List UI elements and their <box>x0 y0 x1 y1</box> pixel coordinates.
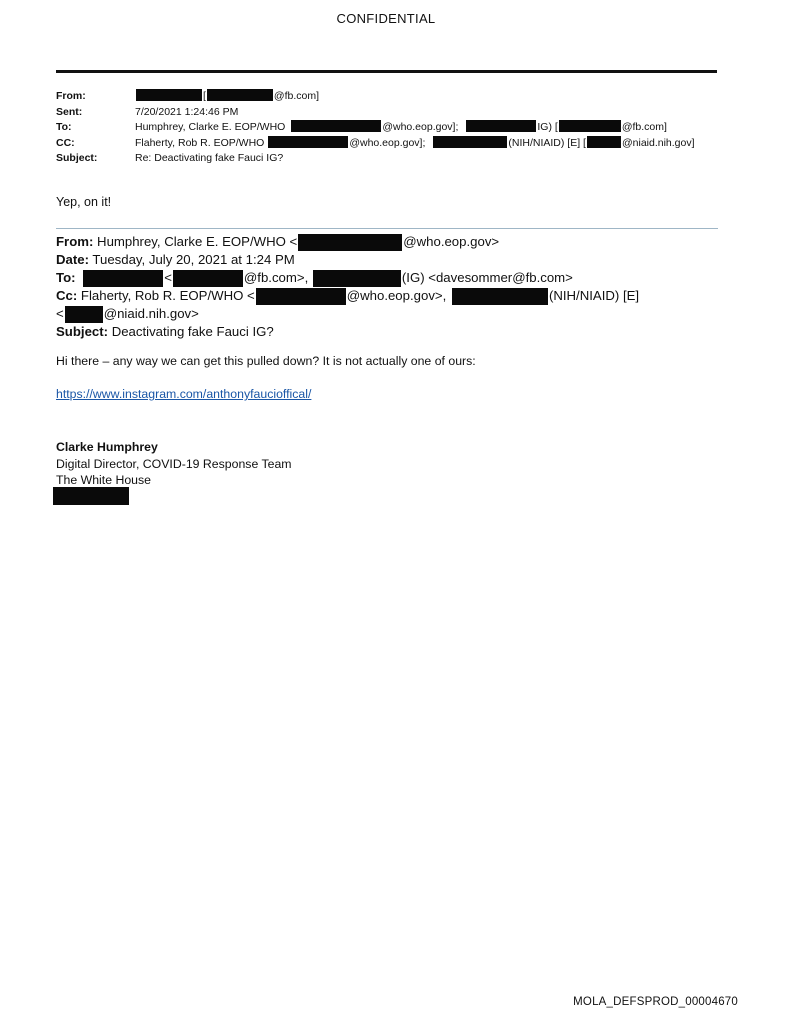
redaction-block <box>256 288 346 305</box>
orig-cc-row-2 <box>56 305 639 323</box>
redaction-block <box>452 288 548 305</box>
orig-from-email: @who.eop.gov> <box>403 234 500 249</box>
orig-cc-label: Cc: <box>56 288 78 304</box>
top-divider <box>56 70 717 73</box>
redaction-block <box>207 89 273 101</box>
header-sent-value: 7/20/2021 1:24:46 PM <box>135 105 239 118</box>
reply-body: Yep, on it! <box>56 195 112 209</box>
confidential-label: CONFIDENTIAL <box>336 11 436 26</box>
orig-cc-niaid-email: @niaid.nih.gov> <box>103 306 199 322</box>
redaction-block <box>83 270 163 287</box>
header-cc-niaid-email: @niaid.nih.gov] <box>621 136 695 149</box>
header-from-email: @fb.com] <box>273 90 320 102</box>
orig-date-value: Tuesday, July 20, 2021 at 1:24 PM <box>92 252 295 268</box>
header-cc-name: Flaherty, Rob R. EOP/WHO <box>135 136 265 149</box>
orig-subject-value: Deactivating fake Fauci IG? <box>111 324 274 340</box>
orig-from-name: Humphrey, Clarke E. EOP/WHO < <box>97 234 298 249</box>
redaction-block <box>298 234 402 251</box>
orig-to-ig: (IG) <davesommer@fb.com> <box>401 270 573 286</box>
header-to-domain: @who.eop.gov]; <box>382 121 459 133</box>
orig-date-label: Date: <box>56 252 89 268</box>
redaction-block <box>313 270 401 287</box>
redaction-block <box>136 89 202 101</box>
header-subject-row <box>56 151 695 167</box>
orig-date-row <box>56 251 639 269</box>
header-cc-row <box>56 136 695 152</box>
orig-subject-row <box>56 323 639 341</box>
redaction-block <box>291 120 381 132</box>
instagram-link[interactable]: https://www.instagram.com/anthonyfaucioffical/ <box>56 387 312 401</box>
orig-to-label: To: <box>56 270 76 286</box>
orig-from-label: From: <box>56 234 94 249</box>
redaction-block <box>466 120 536 132</box>
orig-cc-domain: @who.eop.gov>, <box>346 288 447 304</box>
orig-cc-niaid: (NIH/NIAID) [E] <box>548 288 640 304</box>
header-cc-domain: @who.eop.gov]; <box>349 136 426 149</box>
header-to-fb: @fb.com] <box>621 121 667 133</box>
signature-title: Digital Director, COVID-19 Response Team <box>56 456 292 471</box>
redaction-block <box>53 487 129 505</box>
header-to-name: Humphrey, Clarke E. EOP/WHO <box>135 121 286 133</box>
signature-org: The White House <box>56 473 152 487</box>
header-to-ig: IG) [ <box>537 121 558 133</box>
redaction-block <box>173 270 243 287</box>
redaction-block <box>433 136 507 148</box>
header-sent-label: Sent: <box>56 105 83 118</box>
orig-from-row <box>56 233 639 251</box>
bates-number: MOLA_DEFSPROD_00004670 <box>573 996 738 1008</box>
message-separator <box>56 228 718 229</box>
header-from-row <box>56 89 695 105</box>
redaction-block <box>268 136 348 148</box>
orig-cc-open: < <box>56 306 64 322</box>
header-sent-row <box>56 105 695 121</box>
orig-subject-label: Subject: <box>56 324 109 340</box>
orig-to-row <box>56 269 639 287</box>
header-from-label: From: <box>56 90 86 102</box>
header-cc-label: CC: <box>56 136 75 149</box>
orig-to-fb: @fb.com>, <box>243 270 309 286</box>
header-to-label: To: <box>56 121 72 133</box>
redaction-block <box>559 120 621 132</box>
orig-cc-row <box>56 287 639 305</box>
orig-cc-name: Flaherty, Rob R. EOP/WHO < <box>80 288 255 304</box>
redaction-block <box>65 306 103 323</box>
reply-header <box>56 89 695 167</box>
header-subject-label: Subject: <box>56 152 98 164</box>
original-message-header <box>56 233 639 341</box>
redaction-block <box>587 136 621 148</box>
orig-to-open: < <box>164 270 172 286</box>
header-from-bracket: [ <box>203 90 206 102</box>
signature-block <box>56 439 292 489</box>
header-subject-value: Re: Deactivating fake Fauci IG? <box>135 152 284 164</box>
original-body: Hi there – any way we can get this pulled down? It is not actually one of ours: <box>56 354 476 368</box>
header-to-row <box>56 120 695 136</box>
signature-name: Clarke Humphrey <box>56 440 158 454</box>
header-cc-niaid: (NIH/NIAID) [E] [ <box>508 136 586 149</box>
